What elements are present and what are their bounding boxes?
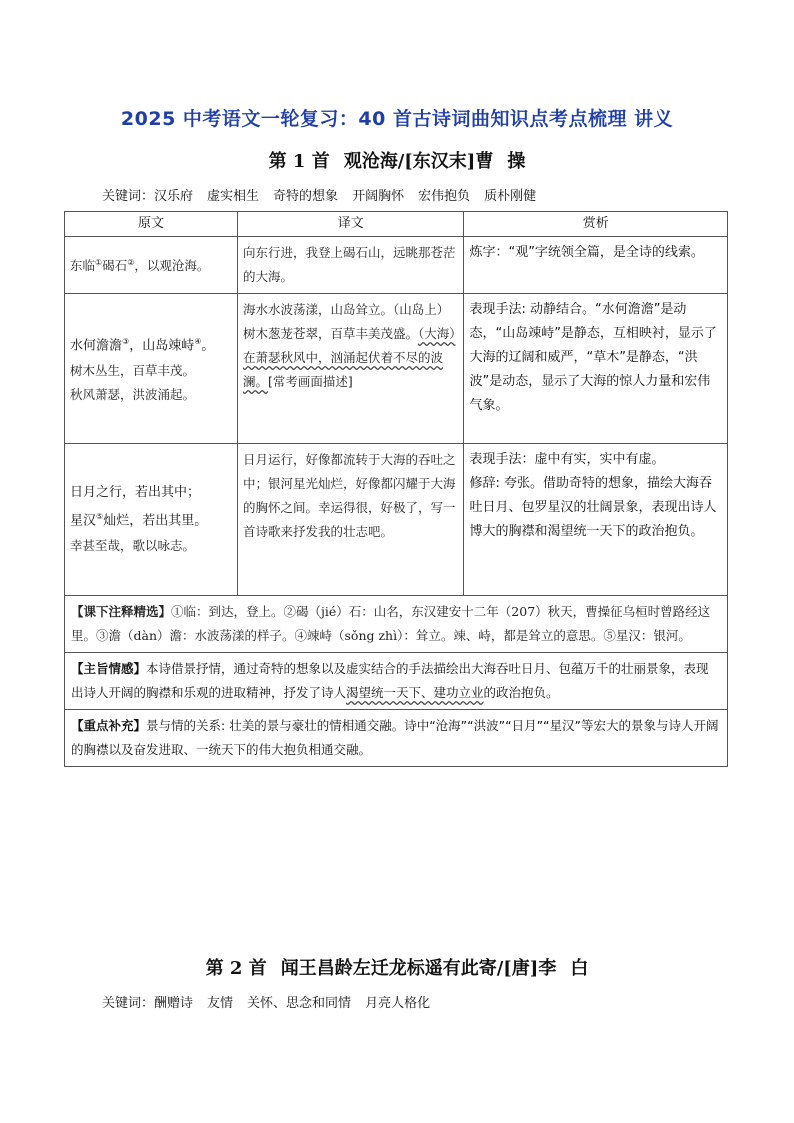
poem-2-author-last: 白 xyxy=(570,958,589,979)
table-header-row xyxy=(65,212,728,237)
keyword: 友情 xyxy=(207,996,234,1011)
table-row xyxy=(65,294,728,444)
analysis-text: 表现手法: 动静结合。“水何澹澹”是动态，“山岛竦峙”是静态，互相映衬，显示了大海的辽阔和威严，“草木”是静态，“洪波”是动态，显示了大海的惊人力量和宏伟气象。 xyxy=(464,294,728,444)
poem-1-heading xyxy=(0,147,794,173)
notes-row xyxy=(65,596,728,653)
original-text: 日月之行，若出其中； 星汉⑤灿烂，若出其里。 幸甚至哉，歌以咏志。 xyxy=(65,444,238,596)
theme-text: 【主旨情感】本诗借景抒情，通过奇特的想象以及虚实结合的手法描绘出大海吞吐日月、包蕴万千的壮丽景象，表现出诗人开阔的胸襟和乐观的进取精神，抒发了诗人渴望统一天下、建功立业的政治抱负。 xyxy=(65,653,728,710)
exam-tag: [常考画面描述] xyxy=(267,374,353,389)
notes-text: 【课下注释精选】①临：到达，登上。②碣（jié）石：山名，东汉建安十二年（207）秋天，曹操征乌桓时曾路经这里。③澹（dàn）澹：水波荡漾的样子。④竦峙（sǒng zhì）：耸立。竦、峙，都是耸立的意思。⑤星汉：银河。 xyxy=(65,596,728,653)
keyword: 汉乐府 xyxy=(154,189,194,204)
supplement-row xyxy=(65,710,728,767)
original-text: 水何澹澹③，山岛竦峙④。 树木丛生，百草丰茂。 秋风萧瑟，洪波涌起。 xyxy=(65,294,238,444)
keyword: 奇特的想象 xyxy=(273,189,339,204)
keyword: 月亮人格化 xyxy=(365,996,431,1011)
keyword: 质朴刚健 xyxy=(484,189,537,204)
original-text: 东临①碣石②，以观沧海。 xyxy=(65,237,238,294)
keywords-label: 关键词： xyxy=(102,189,155,204)
translation-text: 向东行进，我登上碣石山，远眺那苍茫的大海。 xyxy=(237,237,464,294)
document-title: 2025 中考语文一轮复习：40 首古诗词曲知识点考点梳理 讲义 xyxy=(120,108,674,130)
keyword: 开阔胸怀 xyxy=(352,189,405,204)
theme-row xyxy=(65,653,728,710)
poem-1-table xyxy=(64,211,728,767)
poem-2-number: 第 2 首 xyxy=(205,958,267,979)
translation-text: 日月运行，好像都流转于大海的吞吐之中；银河星光灿烂，好像都闪耀于大海的胸怀之间。幸运得很，好极了，写一首诗歌来抒发我的壮志吧。 xyxy=(237,444,464,596)
header-original: 原文 xyxy=(65,212,238,237)
header-analysis: 赏析 xyxy=(464,212,728,237)
poem-2-heading xyxy=(0,954,794,980)
translation-text: 海水水波荡漾，山岛耸立。（山岛上）树木葱茏苍翠，百草丰美茂盛。（大海）在萧瑟秋风中，汹涌起伏着不尽的波澜。[常考画面描述] xyxy=(237,294,464,444)
keywords-label: 关键词： xyxy=(102,996,155,1011)
analysis-text: 表现手法：虚中有实，实中有虚。 修辞: 夸张。借助奇特的想象，描绘大海吞吐日月、包罗星汉的壮阔景象，表现出诗人博大的胸襟和渴望统一天下的政治抱负。 xyxy=(464,444,728,596)
poem-2-title: 闻王昌龄左迁龙标遥有此寄/[唐]李 xyxy=(280,958,557,979)
poem-1-title: 观沧海/[东汉末]曹 xyxy=(343,151,494,172)
table-row xyxy=(65,444,728,596)
keyword: 酬赠诗 xyxy=(154,996,194,1011)
keyword: 宏伟抱负 xyxy=(418,189,471,204)
keyword: 虚实相生 xyxy=(207,189,260,204)
header-translation: 译文 xyxy=(237,212,464,237)
poem-1-keywords xyxy=(102,185,550,204)
supplement-text: 【重点补充】景与情的关系: 壮美的景与豪壮的情相通交融。诗中“沧海”“洪波”“日月”“星汉”等宏大的景象与诗人开阔的胸襟以及奋发进取、一统天下的伟大抱负相通交融。 xyxy=(65,710,728,767)
analysis-text: 炼字：“观”字统领全篇，是全诗的线索。 xyxy=(464,237,728,294)
poem-1-author-last: 操 xyxy=(507,151,526,172)
poem-1-number: 第 1 首 xyxy=(268,151,330,172)
keyword: 关怀、思念和同情 xyxy=(247,996,352,1011)
table-row xyxy=(65,237,728,294)
poem-2-keywords xyxy=(102,992,444,1011)
